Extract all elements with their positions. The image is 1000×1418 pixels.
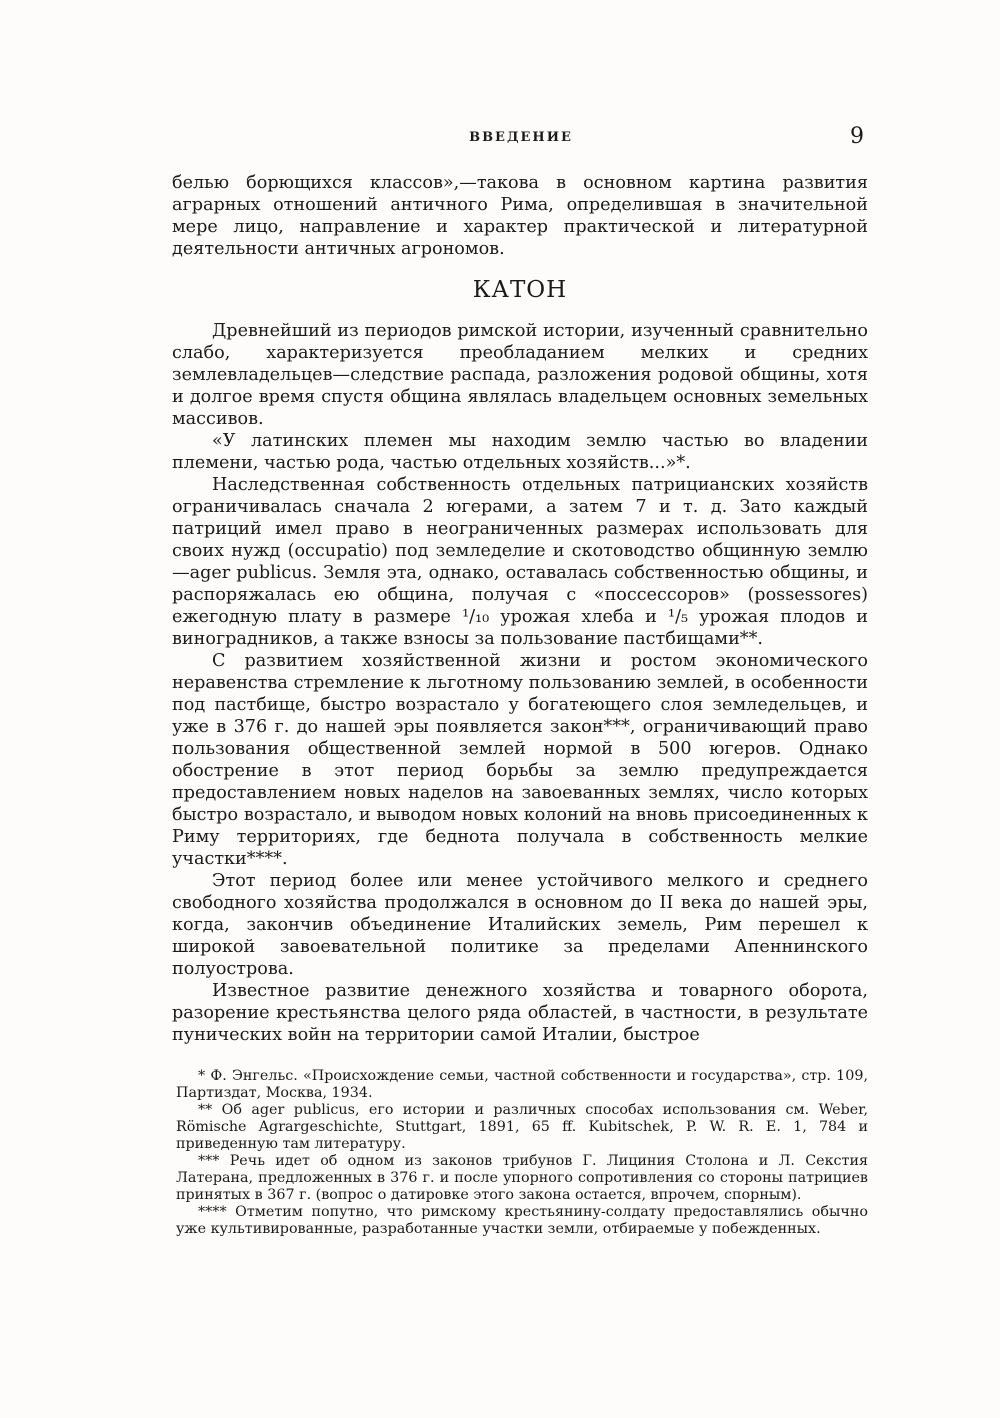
paragraph: Этот период более или менее устойчивого мелкого и среднего свободного хозяйства продолжался в основном до II века до нашей эры, когда, закончив объединение Италийских земель, Рим перешел к широкой завоевательной политике за пределами Апеннинского полуострова. (172, 871, 868, 979)
footnote-1: * Ф. Энгельс. «Происхождение семьи, частной собственности и государства», стр. 109, Партиздат, Москва, 1934. (176, 1068, 868, 1101)
page-number: 9 (850, 124, 864, 149)
paragraph-continued: белью борющихся классов»,—такова в основном картина развития аграрных отношений античного Рима, определившая в значительной мере лицо, направление и характер практической и литературной деятельности античных агрономов. (172, 173, 868, 259)
main-text (172, 172, 868, 1046)
footnotes (176, 1068, 868, 1238)
paragraph: Наследственная собственность отдельных патрицианских хозяйств ограничивалась сначала 2 югерами, а затем 7 и т. д. Зато каждый патриций имел право в неограниченных размерах использовать для своих нужд (occupatio) под земледелие и скотоводство общинную землю—ager publicus. Земля эта, однако, оставалась собственностью общины, и распоряжалась ею община, получая с «поссессоров» (possessores) ежегодную плату в размере ¹/₁₀ урожая хлеба и ¹/₅ урожая плодов и виноградников, а также взносы за пользование пастбищами**. (172, 475, 868, 649)
paragraph-quote: «У латинских племен мы находим землю частью во владении племени, частью рода, частью отдельных хозяйств...»*. (172, 431, 868, 473)
page-header (176, 124, 866, 154)
footnote-3: *** Речь идет об одном из законов трибунов Г. Лициния Столона и Л. Секстия Латерана, предложенных в 376 г. и после упорного сопротивления со стороны патрициев принятых в 367 г. (вопрос о датировке этого закона остается, впрочем, спорным). (176, 1153, 868, 1203)
running-title: ВВЕДЕНИЕ (469, 130, 573, 145)
footnote-2: ** Об ager publicus, его истории и различных способах использования см. Weber, Römische Agrargeschichte, Stuttgart, 1891, 65 ff. Kubitschek, P. W. R. E. 1, 784 и приведенную там литературу. (176, 1102, 868, 1152)
paragraph: С развитием хозяйственной жизни и ростом экономического неравенства стремление к льготному пользованию землей, в особенности под пастбище, быстро возрастало у богатеющего слоя земледельцев, и уже в 376 г. до нашей эры появляется закон***, ограничивающий право пользования общественной землей нормой в 500 югеров. Однако обострение в этот период борьбы за землю предупреждается предоставлением новых наделов на завоеванных землях, число которых быстро возрастало, и выводом новых колоний на вновь присоединенных к Риму территориях, где беднота получала в собственность мелкие участки****. (172, 651, 868, 869)
paragraph: Известное развитие денежного хозяйства и товарного оборота, разорение крестьянства целого ряда областей, в частности, в результате пунических войн на территории самой Италии, быстрое (172, 981, 868, 1045)
section-title: КАТОН (472, 277, 568, 303)
paragraph: Древнейший из периодов римской истории, изученный сравнительно слабо, характеризуется преобладанием мелких и средних землевладельцев—следствие распада, разложения родовой общины, хотя и долгое время спустя община являлась владельцем основных земельных массивов. (172, 321, 868, 429)
footnote-4: **** Отметим попутно, что римскому крестьянину-солдату предоставлялись обычно уже культивированные, разработанные участки земли, отбираемые у побежденных. (176, 1204, 868, 1237)
